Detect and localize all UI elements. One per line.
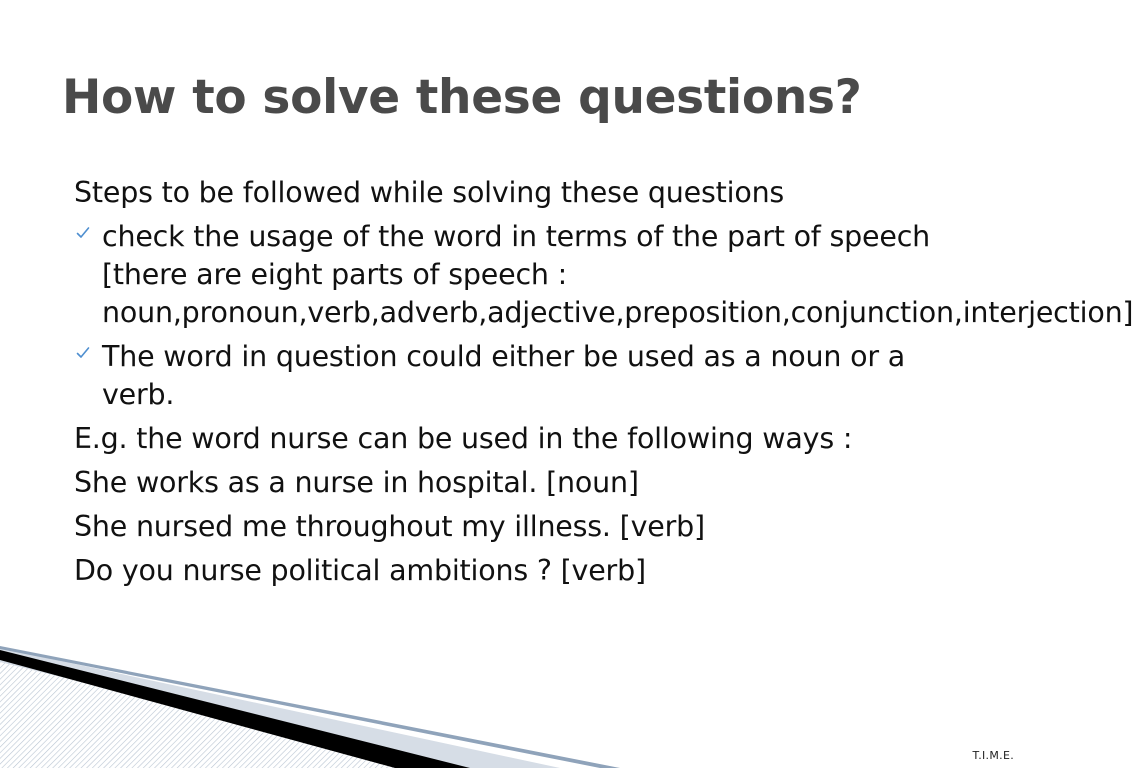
footer-label: T.I.M.E. — [972, 749, 1014, 762]
example-intro: E.g. the word nurse can be used in the following ways : — [74, 422, 853, 455]
bullet-item — [74, 338, 974, 414]
bullet-text: check the usage of the word in terms of the part of speech [there are eight parts of speech : noun,pronoun,verb,adverb,adjective,preposition,conjunction,interjection] — [102, 220, 1133, 329]
intro-text: Steps to be followed while solving these questions — [74, 176, 785, 209]
bullet-text: The word in question could either be used as a noun or a verb. — [102, 340, 905, 411]
decor-light-band — [0, 648, 560, 768]
checkmark-icon — [76, 346, 90, 360]
decor-hatched-band — [0, 652, 420, 768]
bullet-item — [74, 218, 1133, 332]
example-sentence: Do you nurse political ambitions ? [verb] — [74, 554, 646, 587]
slide-body — [74, 174, 1133, 596]
example-sentence: She works as a nurse in hospital. [noun] — [74, 466, 639, 499]
example-sentence: She nursed me throughout my illness. [verb] — [74, 510, 705, 543]
slide-title: How to solve these questions? — [62, 70, 862, 125]
decor-thin-stripe — [0, 646, 620, 768]
decor-dark-stripe — [0, 650, 470, 768]
checkmark-icon — [76, 226, 90, 240]
